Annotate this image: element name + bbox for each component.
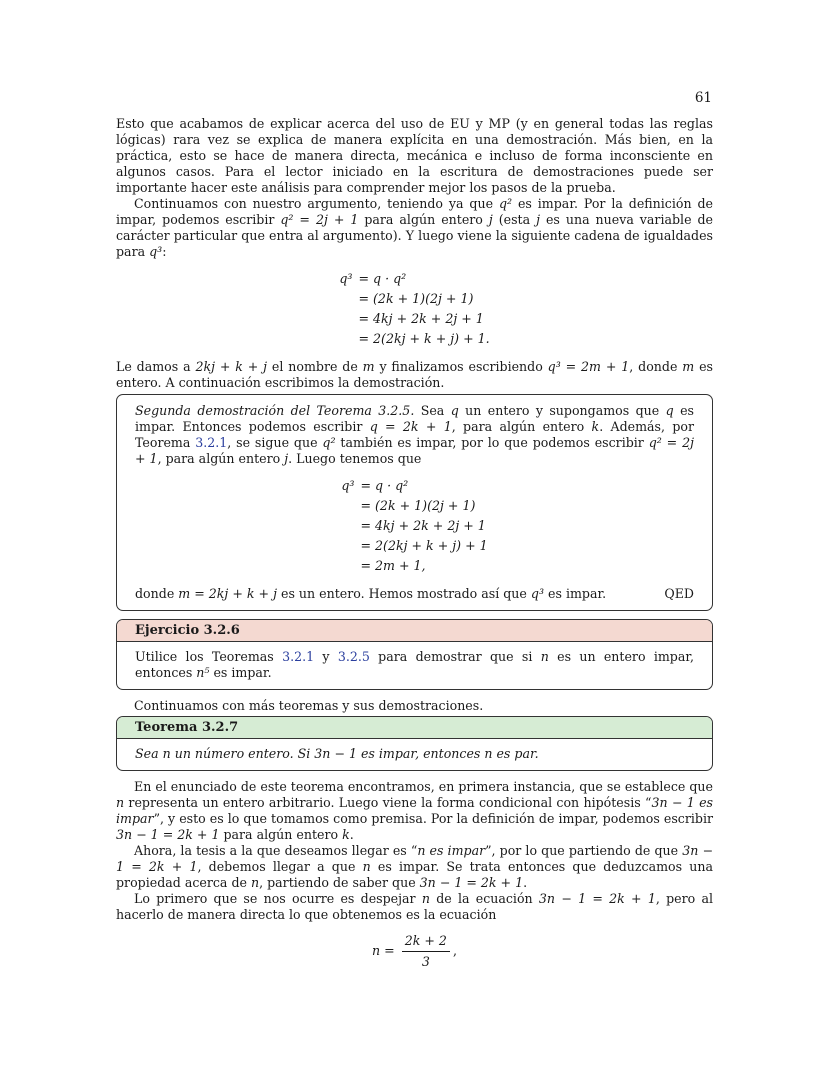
equation-rhs: = 2m + 1, [360, 558, 426, 573]
page-number: 61 [694, 90, 712, 106]
paragraph-2: Continuamos con nuestro argumento, teniendo ya que q² es impar. Por la definición de impar, podemos escribir q² = 2j + 1 para algún entero j (esta j es una nueva variable de carácter particular que entra al argumento). Y luego viene la siguiente cadena de igualdades para q³: [116, 196, 714, 259]
paragraph-5: En el enunciado de este teorema encontramos, en primera instancia, que se establece que n representa un entero arbitrario. Luego viene la forma condicional con hipótesis “3n − 1 es impar”, y esto es lo que tomamos como premisa. Por la definición de impar, podemos escribir 3n − 1 = 2k + 1 para algún entero k. [116, 779, 713, 842]
theorem-link[interactable]: 3.2.5 [337, 649, 370, 664]
equation-lhs: q³ [339, 271, 353, 286]
paragraph-3: Le damos a 2kj + k + j el nombre de m y finalizamos escribiendo q³ = 2m + 1, donde m es entero. A continuación escribimos la demostración. [116, 359, 713, 390]
exercise-body: Utilice los Teoremas 3.2.1 y 3.2.5 para demostrar que si n es un entero impar, entonces n⁵ es impar. [135, 649, 695, 680]
paragraph-1: Esto que acabamos de explicar acerca del uso de EU y MP (y en general todas las reglas lógicas) rara vez se explica de manera explícita en una demostración. Más bien, en la práctica, esto se hace de manera directa, mecánica e incluso de forma inconsciente en algunos casos. Para el lector iniciado en la escritura de demostraciones puede ser importante hacer este análisis para comprender mejor los pasos de la prueba. [116, 116, 713, 195]
fraction-numerator: 2k + 2 [402, 933, 450, 952]
proof-conclusion: donde m = 2kj + k + j es un entero. Hemos mostrado así que q³ es impar. QED [135, 586, 694, 601]
exercise-box [116, 619, 713, 690]
equation-rhs: = q · q² [358, 271, 407, 286]
qed-mark: QED [664, 586, 694, 601]
theorem-link[interactable]: 3.2.1 [195, 435, 228, 450]
equation-rhs: = (2k + 1)(2j + 1) [360, 498, 476, 513]
equation-rhs: = 4kj + 2k + 2j + 1 [358, 311, 484, 326]
page-content [116, 116, 713, 970]
paragraph-6: Ahora, la tesis a la que deseamos llegar es “n es impar”, por lo que partiendo de que 3n − 1 = 2k + 1, debemos llegar a que n es impar. Se trata entonces que deduzcamos una propiedad acerca de n, partiendo de saber que 3n − 1 = 2k + 1. [116, 843, 713, 890]
equation-rhs: = 2(2kj + k + j) + 1 [360, 538, 488, 553]
proof-text: Segunda demostración del Teorema 3.2.5. Sea q un entero y supongamos que q es impar. Entonces podemos escribir q = 2k + 1, para algún entero k. Además, por Teorema 3.2.1, se sigue que q² también es impar, por lo que podemos escribir q² = 2j + 1, para algún entero j. Luego tenemos que [135, 403, 695, 466]
fraction-denominator: 3 [421, 954, 430, 969]
fraction-equation: n = $\frac{2k + 2}{3}$ , [372, 933, 457, 969]
theorem-link[interactable]: 3.2.1 [282, 649, 315, 664]
equation-rhs: = q · q² [360, 478, 409, 493]
theorem-statement: Sea n un número entero. Si 3n − 1 es impar, entonces n es par. [135, 746, 539, 761]
equation-chain-1 [116, 271, 713, 347]
theorem-title: Teorema 3.2.7 [117, 717, 712, 739]
equation-rhs: = 4kj + 2k + 2j + 1 [360, 518, 486, 533]
equation-chain-2: q³ = q · q² = (2k + 1)(2j + 1) = 4kj + 2k + 2j + 1 = 2(2kj + k + j) + 1 = 2m + 1, [341, 478, 488, 573]
exercise-title: Ejercicio 3.2.6 [117, 620, 712, 642]
proof-title: Segunda demostración del Teorema 3.2.5. [135, 403, 415, 418]
proof-box [116, 394, 713, 611]
paragraph-4: Continuamos con más teoremas y sus demostraciones. [134, 698, 484, 713]
equation-rhs: = 2(2kj + k + j) + 1. [358, 331, 490, 346]
equation-rhs: = (2k + 1)(2j + 1) [358, 291, 474, 306]
theorem-box [116, 716, 713, 771]
fraction [402, 933, 450, 970]
paragraph-7: Lo primero que se nos ocurre es despejar n de la ecuación 3n − 1 = 2k + 1, pero al hacerlo de manera directa lo que obtenemos es la ecuación [116, 891, 714, 922]
